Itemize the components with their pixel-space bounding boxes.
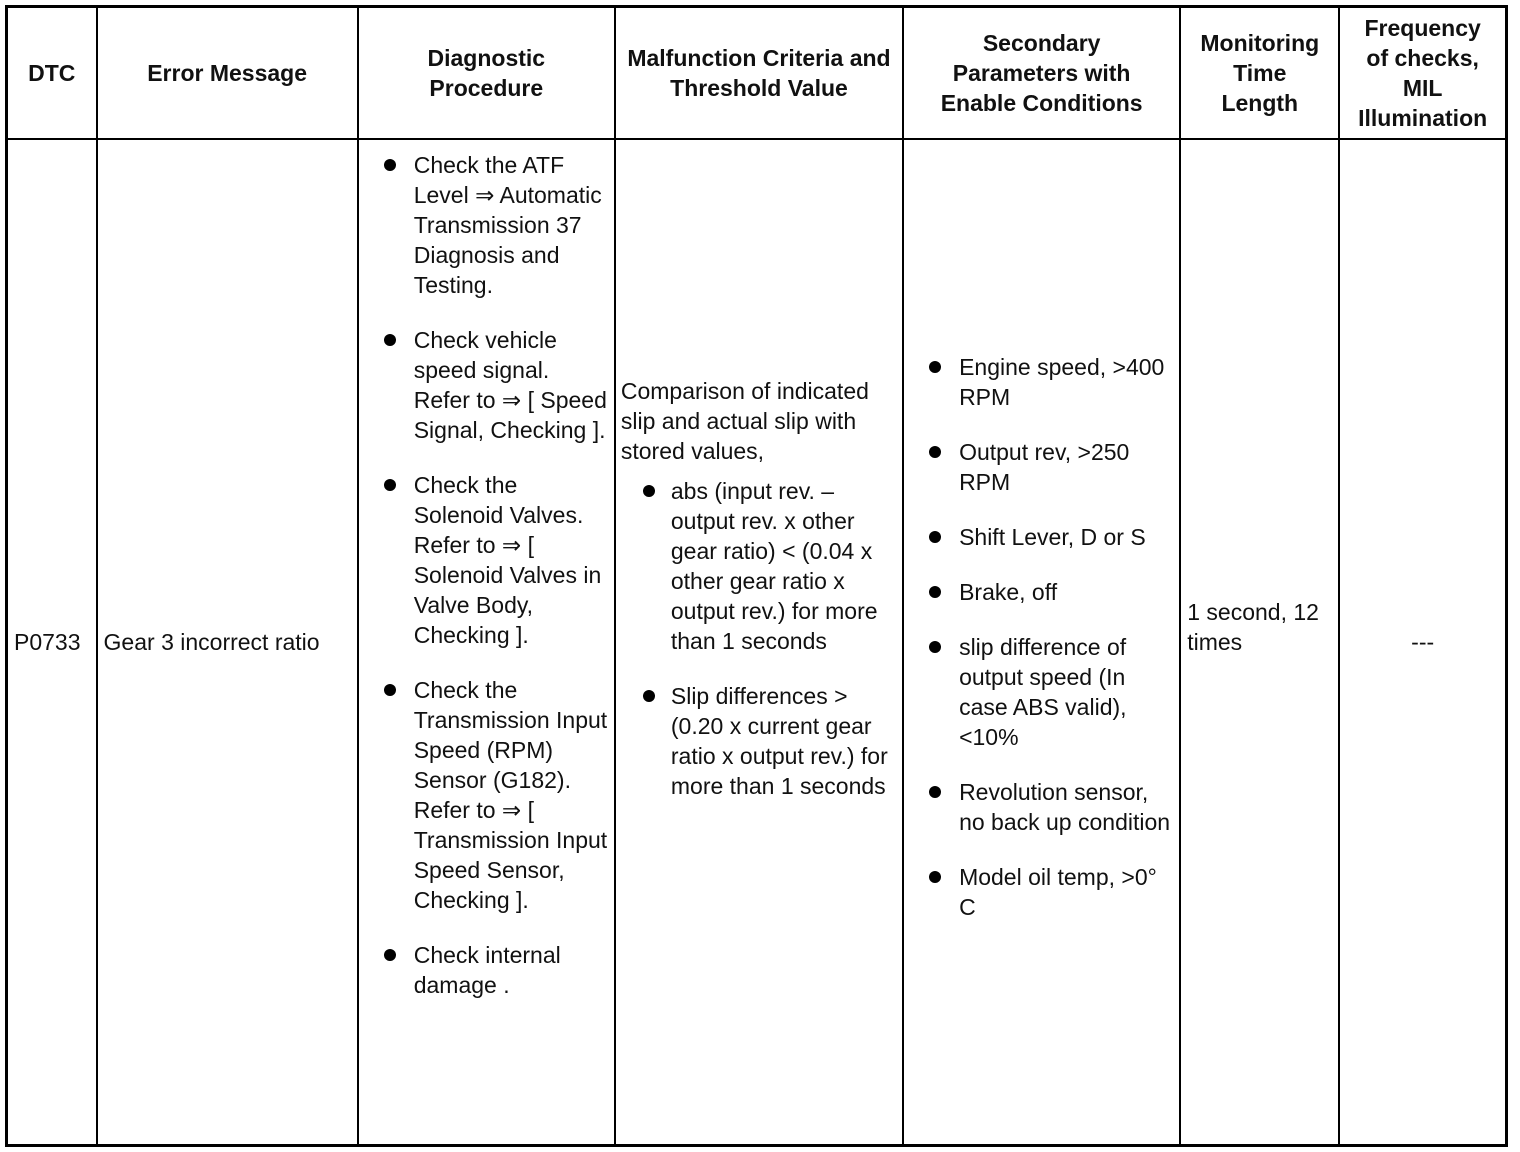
procedure-step: Check the Transmission Input Speed (RPM) Sensor (G182). Refer to ⇒ [ Transmission Input Speed Sensor, Checking ]. [414,675,610,915]
header-frequency: Frequency of checks, MIL Illumination [1339,7,1506,139]
procedure-step: Check internal damage . [414,940,610,1000]
cell-secondary-parameters [903,139,1180,1146]
criteria-list [616,466,902,801]
header-error-message: Error Message [97,7,358,139]
cell-frequency: --- [1339,139,1506,1146]
criteria-item: abs (input rev. – output rev. x other gear ratio) < (0.04 x other gear ratio x output rev.) for more than 1 seconds [671,476,898,656]
secondary-parameter-list [904,352,1179,922]
secondary-parameter: slip difference of output speed (In case ABS valid), <10% [959,632,1175,752]
header-secondary-parameters: Secondary Parameters with Enable Conditions [903,7,1180,139]
header-monitoring-time: Monitoring Time Length [1180,7,1339,139]
dtc-table [5,5,1508,1147]
secondary-parameter: Brake, off [959,577,1175,607]
table-row [7,139,1507,1146]
procedure-step: Check vehicle speed signal. Refer to ⇒ [ Speed Signal, Checking ]. [414,325,610,445]
header-dtc: DTC [7,7,97,139]
cell-diagnostic-procedure [358,139,615,1146]
header-diagnostic-procedure: Diagnostic Procedure [358,7,615,139]
procedure-list [359,140,614,1000]
secondary-parameter: Revolution sensor, no back up condition [959,777,1175,837]
cell-malfunction-criteria [615,139,903,1146]
cell-dtc: P0733 [7,139,97,1146]
cell-error-message: Gear 3 incorrect ratio [97,139,358,1146]
secondary-parameter: Output rev, >250 RPM [959,437,1175,497]
header-row [7,7,1507,139]
header-malfunction-criteria: Malfunction Criteria and Threshold Value [615,7,903,139]
procedure-step: Check the ATF Level ⇒ Automatic Transmission 37 Diagnosis and Testing. [414,150,610,300]
secondary-parameter: Shift Lever, D or S [959,522,1175,552]
cell-monitoring-time: 1 second, 12 times [1180,139,1339,1146]
criteria-item: Slip differences > (0.20 x current gear ratio x output rev.) for more than 1 seconds [671,681,898,801]
secondary-parameter: Engine speed, >400 RPM [959,352,1175,412]
secondary-parameter: Model oil temp, >0° C [959,862,1175,922]
procedure-step: Check the Solenoid Valves. Refer to ⇒ [ Solenoid Valves in Valve Body, Checking ]. [414,470,610,650]
criteria-intro: Comparison of indicated slip and actual slip with stored values, [620,377,869,464]
